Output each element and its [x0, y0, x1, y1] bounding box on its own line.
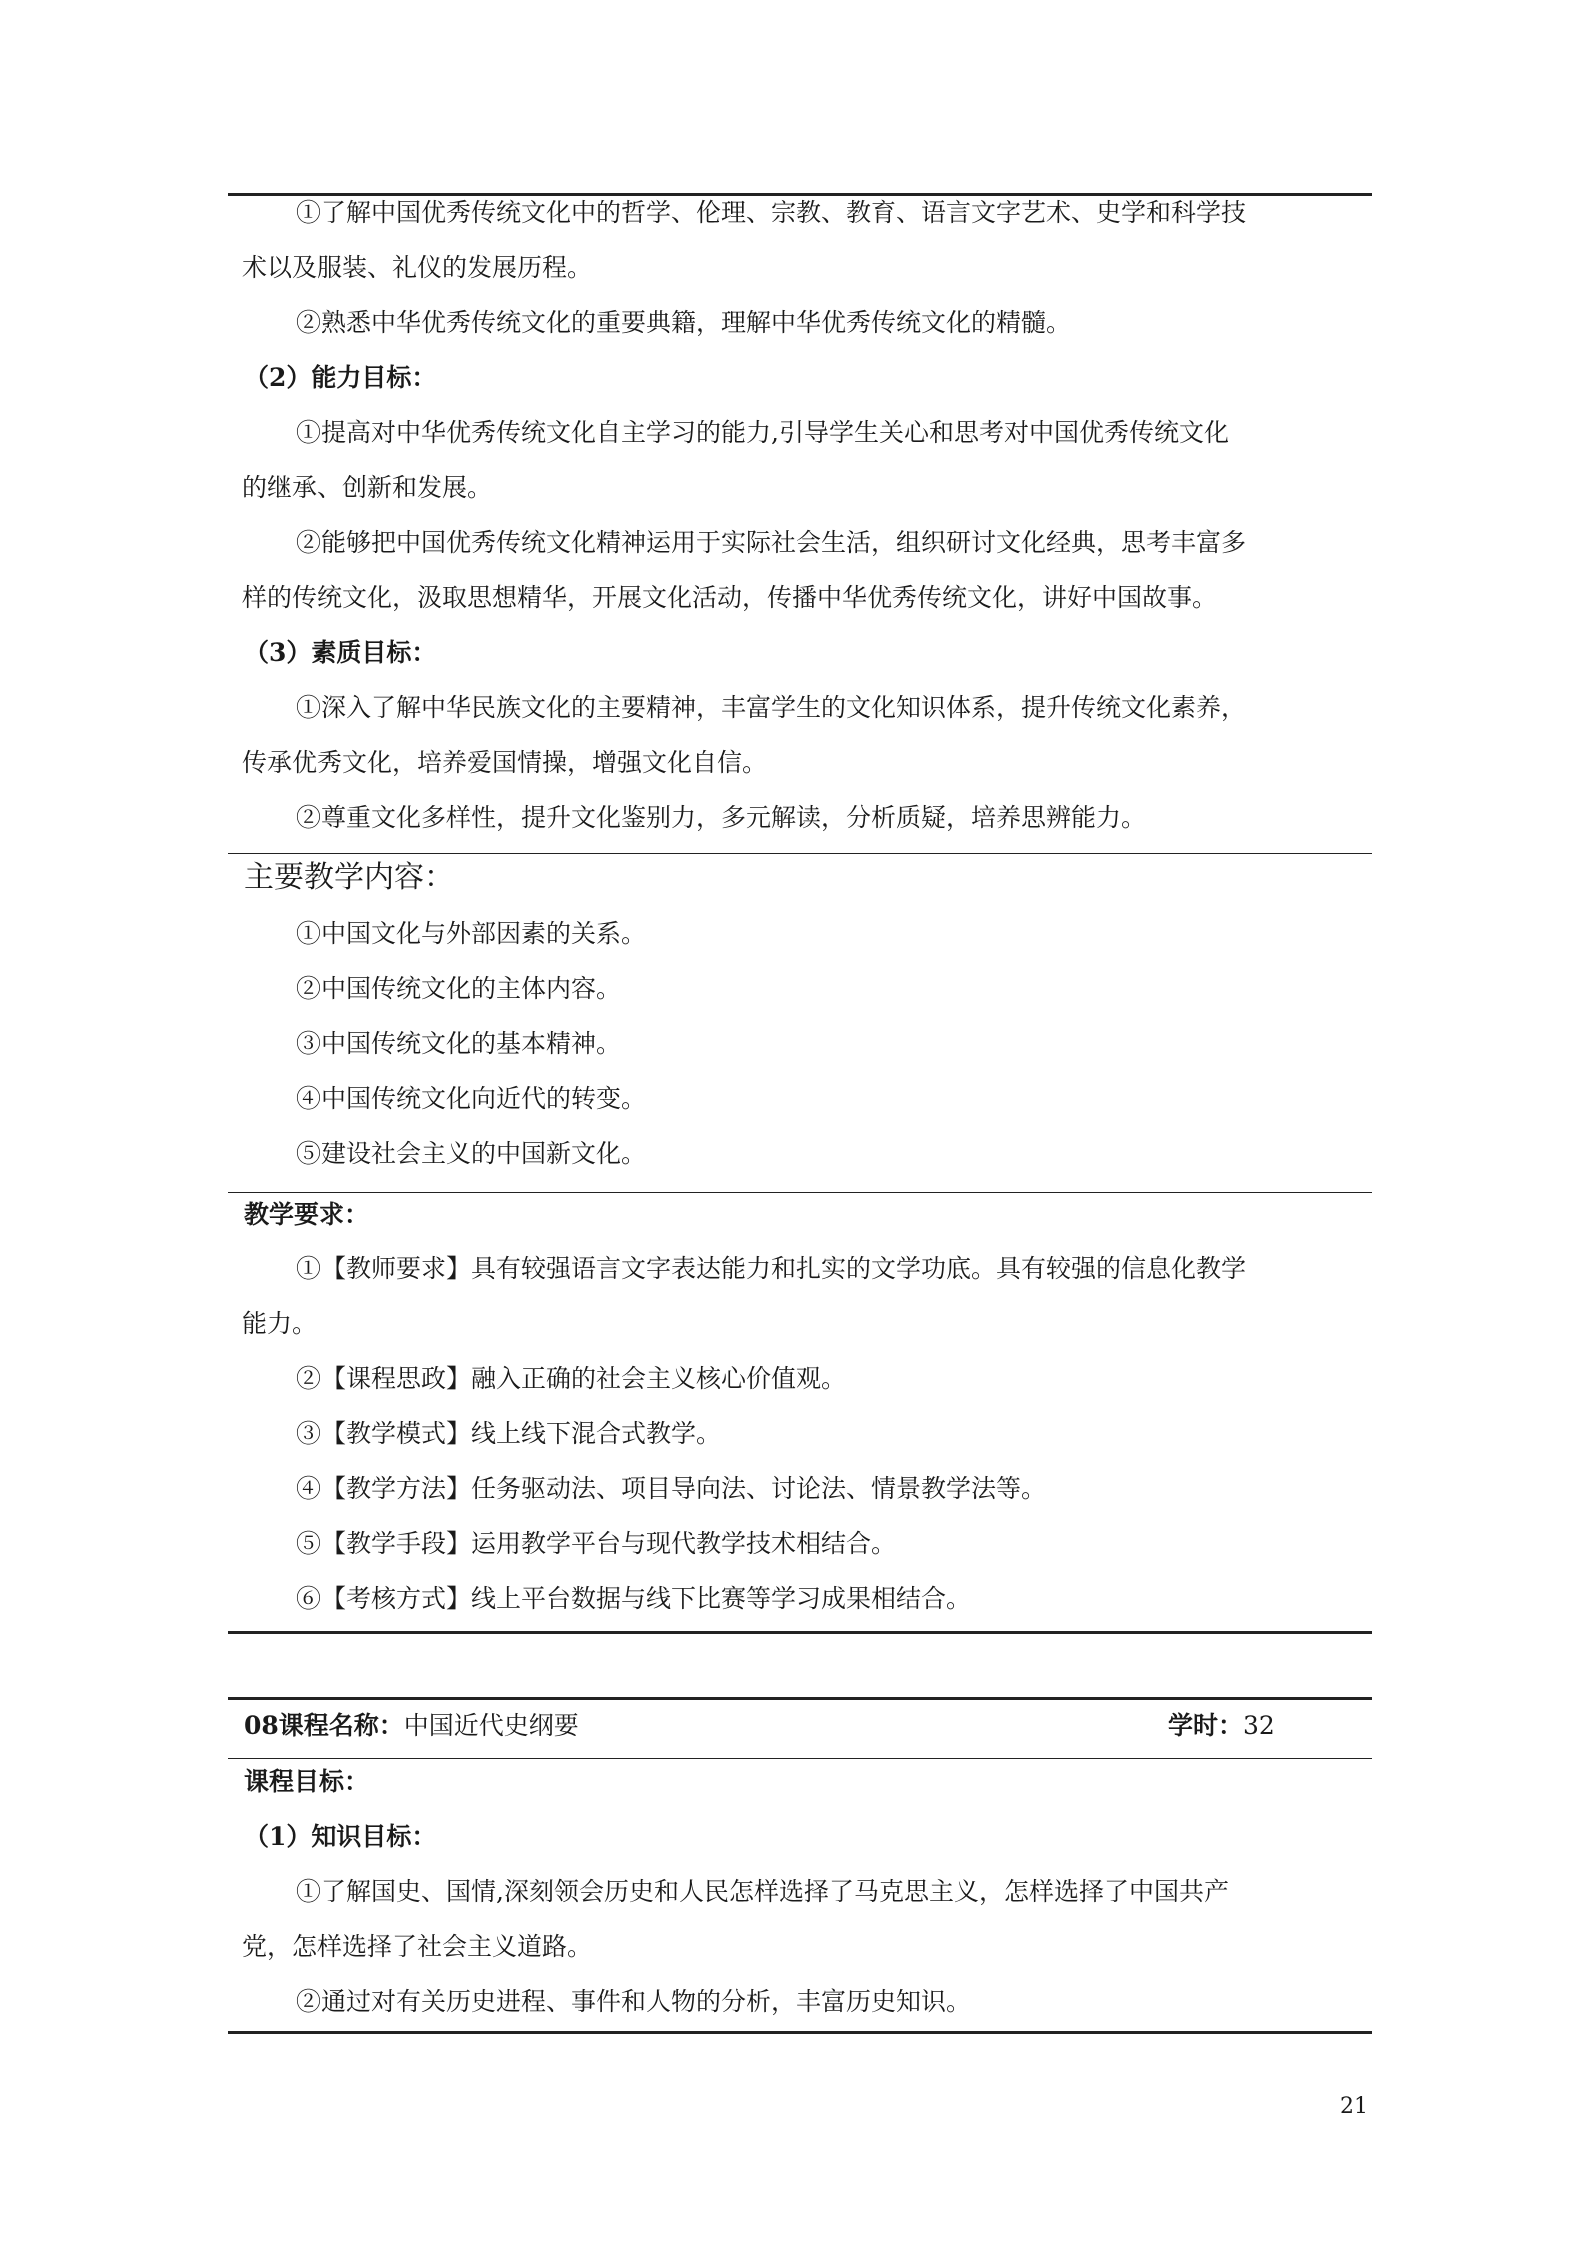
ability-item-2a: ②能够把中国优秀传统文化精神运用于实际社会生活，组织研讨文化经典，思考丰富多: [296, 528, 1247, 557]
ability-item-1b: 的继承、创新和发展。: [242, 473, 493, 502]
ability-item-2b: 样的传统文化，汲取思想精华，开展文化活动，传播中华优秀传统文化，讲好中国故事。: [242, 583, 1218, 612]
course08-header-rule: [228, 1758, 1372, 1759]
rule-before-requirements: [228, 1192, 1372, 1193]
course-hours-label: 学时：: [1168, 1711, 1244, 1740]
course-name-value: 中国近代史纲要: [403, 1711, 579, 1740]
requirement-4: ④【教学方法】任务驱动法、项目导向法、讨论法、情景教学法等。: [296, 1474, 1047, 1503]
requirement-3: ③【教学模式】线上线下混合式教学。: [296, 1419, 722, 1448]
course08-bottom-rule: [228, 2031, 1372, 2034]
content-item-5: ⑤建设社会主义的中国新文化。: [296, 1139, 647, 1168]
knowledge-item-1a: ①了解中国优秀传统文化中的哲学、伦理、宗教、教育、语言文字艺术、史学和科学技: [296, 198, 1247, 227]
quality-item-2: ②尊重文化多样性，提升文化鉴别力，多元解读，分析质疑，培养思辨能力。: [296, 803, 1147, 832]
quality-heading: （3）素质目标：: [244, 638, 437, 667]
section-end-rule: [228, 1631, 1372, 1634]
course-knowledge-heading: （1）知识目标：: [244, 1822, 437, 1851]
requirement-1a: ①【教师要求】具有较强语言文字表达能力和扎实的文学功底。具有较强的信息化教学: [296, 1254, 1247, 1283]
course08-hours-row: [1168, 1709, 1275, 1743]
requirement-2: ②【课程思政】融入正确的社会主义核心价值观。: [296, 1364, 847, 1393]
content-item-4: ④中国传统文化向近代的转变。: [296, 1084, 647, 1113]
requirements-heading: 教学要求：: [244, 1200, 370, 1229]
requirement-5: ⑤【教学手段】运用教学平台与现代教学技术相结合。: [296, 1529, 897, 1558]
course-knowledge-item-2: ②通过对有关历史进程、事件和人物的分析，丰富历史知识。: [296, 1987, 972, 2016]
course08-top-rule: [228, 1697, 1372, 1700]
knowledge-item-1b: 术以及服装、礼仪的发展历程。: [242, 253, 593, 282]
course-goal-heading: 课程目标：: [244, 1767, 370, 1796]
content-item-3: ③中国传统文化的基本精神。: [296, 1029, 622, 1058]
course-knowledge-item-1b: 党，怎样选择了社会主义道路。: [242, 1932, 593, 1961]
course-knowledge-item-1a: ①了解国史、国情,深刻领会历史和人民怎样选择了马克思主义，怎样选择了中国共产: [296, 1877, 1229, 1906]
course08-name-row: [244, 1709, 579, 1743]
quality-item-1a: ①深入了解中华民族文化的主要精神，丰富学生的文化知识体系，提升传统文化素养，: [296, 693, 1247, 722]
knowledge-item-2: ②熟悉中华优秀传统文化的重要典籍，理解中华优秀传统文化的精髓。: [296, 308, 1072, 337]
content-item-2: ②中国传统文化的主体内容。: [296, 974, 622, 1003]
course-name-label: 08课程名称：: [244, 1711, 404, 1740]
course-hours-value: 32: [1243, 1711, 1275, 1740]
page-number: 21: [1340, 2094, 1368, 2119]
requirement-6: ⑥【考核方式】线上平台数据与线下比赛等学习成果相结合。: [296, 1584, 972, 1613]
ability-item-1a: ①提高对中华优秀传统文化自主学习的能力,引导学生关心和思考对中国优秀传统文化: [296, 418, 1229, 447]
requirement-1b: 能力。: [242, 1309, 318, 1338]
ability-heading: （2）能力目标：: [244, 363, 437, 392]
quality-item-1b: 传承优秀文化，培养爱国情操，增强文化自信。: [242, 748, 768, 777]
content-item-1: ①中国文化与外部因素的关系。: [296, 919, 647, 948]
rule-before-content: [228, 853, 1372, 854]
content-heading: 主要教学内容：: [244, 860, 454, 895]
